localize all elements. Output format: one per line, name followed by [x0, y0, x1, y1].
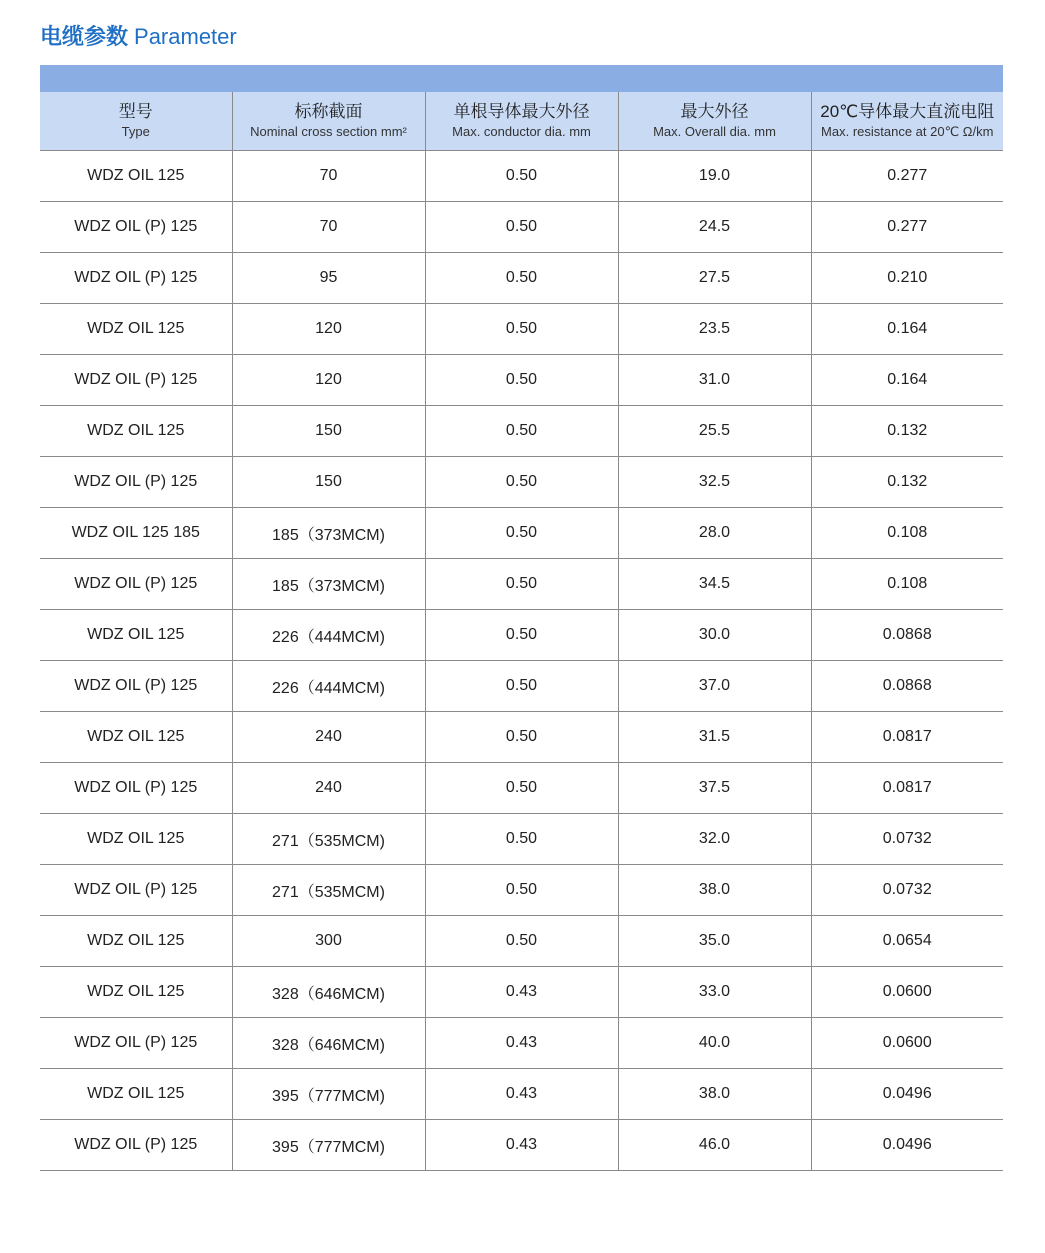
table-row: [40, 967, 1003, 1018]
table-row: [40, 457, 1003, 508]
cell-overall-dia: 32.0: [618, 814, 811, 865]
table-row: [40, 253, 1003, 304]
cell-overall-dia: 38.0: [618, 1069, 811, 1120]
cell-overall-dia: 27.5: [618, 253, 811, 304]
cell-resistance: 0.0496: [811, 1069, 1003, 1120]
cell-conductor-dia: 0.50: [425, 865, 618, 916]
cell-conductor-dia: 0.43: [425, 1018, 618, 1069]
cell-conductor-dia: 0.50: [425, 661, 618, 712]
cell-overall-dia: 46.0: [618, 1120, 811, 1171]
cell-conductor-dia: 0.50: [425, 151, 618, 202]
cell-conductor-dia: 0.50: [425, 763, 618, 814]
cell-conductor-dia: 0.50: [425, 355, 618, 406]
table-row: [40, 355, 1003, 406]
cell-resistance: 0.0817: [811, 712, 1003, 763]
cell-type: WDZ OIL 125: [40, 712, 232, 763]
cell-type: WDZ OIL 125: [40, 916, 232, 967]
header-conductor-dia: [425, 92, 618, 151]
cell-resistance: 0.277: [811, 202, 1003, 253]
header-nominal-section: [232, 92, 425, 151]
cell-nominal-section: 95: [232, 253, 425, 304]
cell-resistance: 0.0600: [811, 1018, 1003, 1069]
cell-overall-dia: 19.0: [618, 151, 811, 202]
cell-overall-dia: 37.0: [618, 661, 811, 712]
page-title-cn: 电缆参数: [40, 24, 129, 49]
cell-conductor-dia: 0.50: [425, 508, 618, 559]
cell-nominal-section: 150: [232, 406, 425, 457]
table-row: [40, 559, 1003, 610]
header-resistance-cn: 20℃导体最大直流电阻: [820, 102, 995, 121]
cell-type: WDZ OIL (P) 125: [40, 1018, 232, 1069]
table-row: [40, 1120, 1003, 1171]
cell-conductor-dia: 0.50: [425, 610, 618, 661]
cell-overall-dia: 23.5: [618, 304, 811, 355]
cell-nominal-section: 185（373MCM): [232, 559, 425, 610]
cell-resistance: 0.132: [811, 457, 1003, 508]
cell-type: WDZ OIL (P) 125: [40, 355, 232, 406]
cell-type: WDZ OIL 125: [40, 814, 232, 865]
cell-nominal-section: 395（777MCM): [232, 1069, 425, 1120]
cell-nominal-section: 120: [232, 304, 425, 355]
cell-conductor-dia: 0.50: [425, 202, 618, 253]
table-row: [40, 304, 1003, 355]
header-row: [40, 92, 1003, 151]
cell-nominal-section: 271（535MCM): [232, 865, 425, 916]
cell-type: WDZ OIL (P) 125: [40, 253, 232, 304]
cell-type: WDZ OIL (P) 125: [40, 559, 232, 610]
table-row: [40, 865, 1003, 916]
parameter-table: [40, 92, 1003, 1171]
table-row: [40, 712, 1003, 763]
cell-type: WDZ OIL (P) 125: [40, 1120, 232, 1171]
cell-resistance: 0.108: [811, 508, 1003, 559]
cell-type: WDZ OIL 125: [40, 304, 232, 355]
cell-type: WDZ OIL (P) 125: [40, 202, 232, 253]
cell-nominal-section: 300: [232, 916, 425, 967]
cell-conductor-dia: 0.50: [425, 712, 618, 763]
header-conductor-dia-en: Max. conductor dia. mm: [452, 124, 591, 139]
cell-resistance: 0.0732: [811, 865, 1003, 916]
cell-nominal-section: 185（373MCM): [232, 508, 425, 559]
cell-overall-dia: 40.0: [618, 1018, 811, 1069]
cell-nominal-section: 271（535MCM): [232, 814, 425, 865]
page-title-en: Parameter: [134, 24, 237, 49]
cell-conductor-dia: 0.50: [425, 304, 618, 355]
table-row: [40, 610, 1003, 661]
page-title: [40, 20, 237, 54]
cell-type: WDZ OIL (P) 125: [40, 661, 232, 712]
header-overall-dia-cn: 最大外径: [680, 102, 749, 121]
table-header-band: [40, 65, 1003, 92]
table-row: [40, 406, 1003, 457]
cell-resistance: 0.0868: [811, 661, 1003, 712]
cell-resistance: 0.132: [811, 406, 1003, 457]
cell-overall-dia: 32.5: [618, 457, 811, 508]
header-type-cn: 型号: [118, 102, 153, 121]
header-resistance: [811, 92, 1003, 151]
cell-type: WDZ OIL 125: [40, 406, 232, 457]
cell-conductor-dia: 0.50: [425, 814, 618, 865]
cell-nominal-section: 328（646MCM): [232, 967, 425, 1018]
cell-conductor-dia: 0.50: [425, 916, 618, 967]
table-row: [40, 763, 1003, 814]
cell-conductor-dia: 0.50: [425, 559, 618, 610]
cell-type: WDZ OIL (P) 125: [40, 457, 232, 508]
cell-overall-dia: 30.0: [618, 610, 811, 661]
cell-resistance: 0.164: [811, 355, 1003, 406]
cell-resistance: 0.0654: [811, 916, 1003, 967]
cell-type: WDZ OIL (P) 125: [40, 865, 232, 916]
cell-conductor-dia: 0.43: [425, 967, 618, 1018]
cell-resistance: 0.108: [811, 559, 1003, 610]
cell-type: WDZ OIL 125: [40, 967, 232, 1018]
cell-conductor-dia: 0.50: [425, 457, 618, 508]
table-row: [40, 661, 1003, 712]
table-row: [40, 1069, 1003, 1120]
header-type: [40, 92, 232, 151]
table-row: [40, 1018, 1003, 1069]
cell-type: WDZ OIL (P) 125: [40, 763, 232, 814]
cell-type: WDZ OIL 125: [40, 610, 232, 661]
cell-nominal-section: 70: [232, 202, 425, 253]
cell-overall-dia: 25.5: [618, 406, 811, 457]
cell-nominal-section: 226（444MCM): [232, 661, 425, 712]
table-row: [40, 814, 1003, 865]
header-resistance-en: Max. resistance at 20℃ Ω/km: [821, 124, 994, 139]
cell-overall-dia: 28.0: [618, 508, 811, 559]
cell-conductor-dia: 0.50: [425, 406, 618, 457]
cell-resistance: 0.0600: [811, 967, 1003, 1018]
cell-overall-dia: 35.0: [618, 916, 811, 967]
cell-nominal-section: 120: [232, 355, 425, 406]
header-nominal-section-en: Nominal cross section mm²: [250, 124, 407, 139]
cell-conductor-dia: 0.43: [425, 1069, 618, 1120]
cell-resistance: 0.210: [811, 253, 1003, 304]
cell-overall-dia: 33.0: [618, 967, 811, 1018]
cell-nominal-section: 328（646MCM): [232, 1018, 425, 1069]
cell-conductor-dia: 0.43: [425, 1120, 618, 1171]
cell-nominal-section: 240: [232, 712, 425, 763]
cell-type: WDZ OIL 125 185: [40, 508, 232, 559]
cell-resistance: 0.0868: [811, 610, 1003, 661]
table-row: [40, 202, 1003, 253]
cell-overall-dia: 24.5: [618, 202, 811, 253]
header-type-en: Type: [121, 124, 150, 139]
cell-type: WDZ OIL 125: [40, 151, 232, 202]
cell-resistance: 0.0732: [811, 814, 1003, 865]
header-conductor-dia-cn: 单根导体最大外径: [453, 102, 590, 121]
table-body: [40, 151, 1003, 1171]
table-row: [40, 916, 1003, 967]
cell-overall-dia: 34.5: [618, 559, 811, 610]
header-overall-dia: [618, 92, 811, 151]
cell-resistance: 0.164: [811, 304, 1003, 355]
table-header: [40, 92, 1003, 151]
cell-resistance: 0.277: [811, 151, 1003, 202]
cell-overall-dia: 31.0: [618, 355, 811, 406]
cell-nominal-section: 70: [232, 151, 425, 202]
cell-resistance: 0.0496: [811, 1120, 1003, 1171]
header-nominal-section-cn: 标称截面: [294, 102, 363, 121]
cell-overall-dia: 38.0: [618, 865, 811, 916]
cell-type: WDZ OIL 125: [40, 1069, 232, 1120]
cell-nominal-section: 240: [232, 763, 425, 814]
table-row: [40, 508, 1003, 559]
cell-overall-dia: 37.5: [618, 763, 811, 814]
header-overall-dia-en: Max. Overall dia. mm: [653, 124, 776, 139]
cell-resistance: 0.0817: [811, 763, 1003, 814]
table-row: [40, 151, 1003, 202]
cell-nominal-section: 395（777MCM): [232, 1120, 425, 1171]
cell-nominal-section: 226（444MCM): [232, 610, 425, 661]
cell-nominal-section: 150: [232, 457, 425, 508]
cell-overall-dia: 31.5: [618, 712, 811, 763]
cell-conductor-dia: 0.50: [425, 253, 618, 304]
